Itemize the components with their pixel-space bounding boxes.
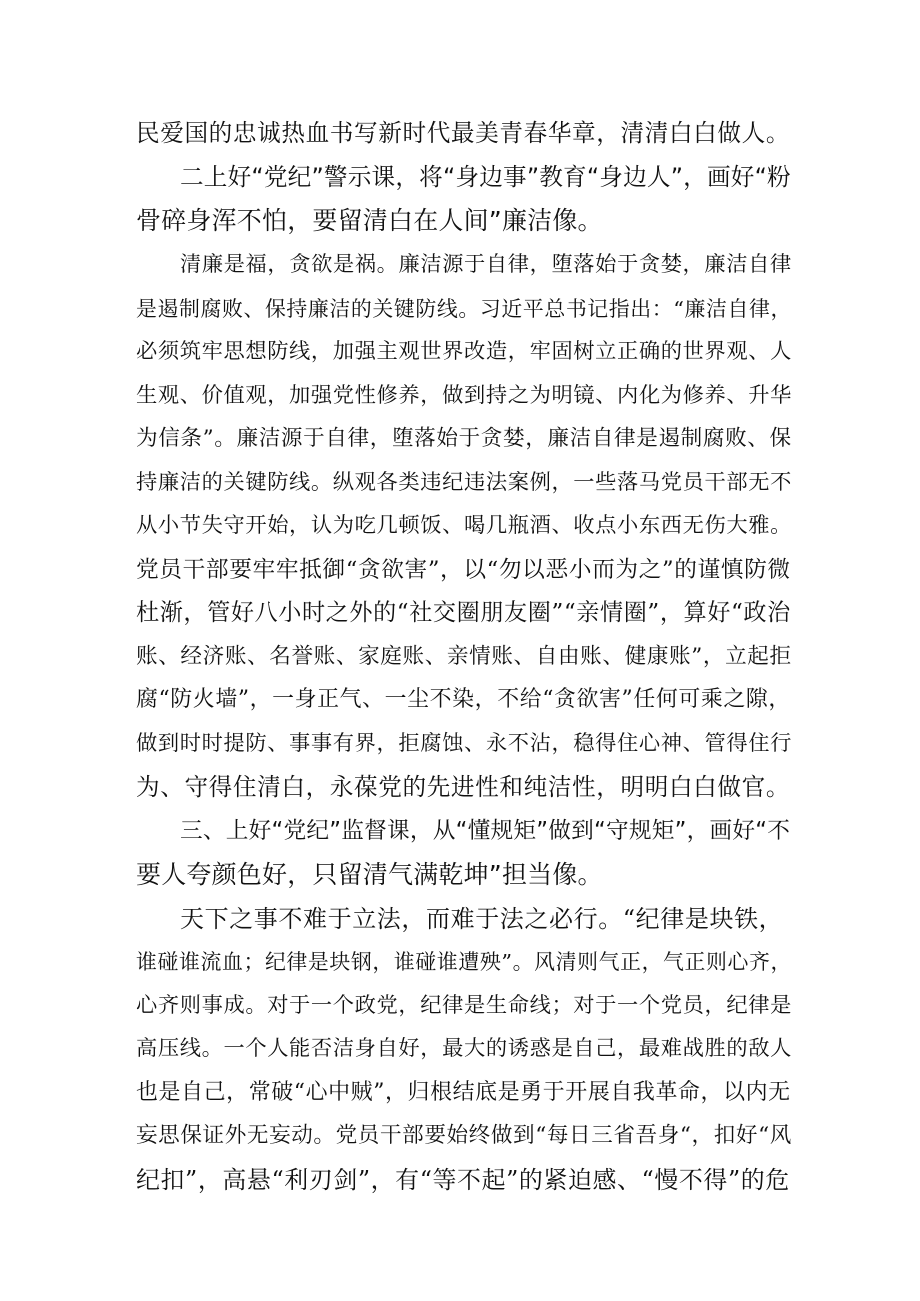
paragraph-line: 为、守得住清白，永葆党的先进性和纯洁性，明明白白做官。 — [136, 773, 791, 801]
paragraph-line: 杜渐，管好八小时之外的“社交圈朋友圈”“亲情圈”，算好“政治 — [136, 600, 791, 626]
paragraph-line: 也是自己，常破“心中贼”，归根结底是勇于开展自我革命，以内无 — [136, 1080, 791, 1105]
paragraph-line: 纪扣”，高悬“利刃剑”，有“等不起”的紧迫感、“慢不得”的危 — [136, 1166, 790, 1194]
paragraph-line: 谁碰谁流血；纪律是块钢，谁碰谁遭殃”。风清则气正，气正则心齐， — [136, 950, 793, 974]
paragraph-line: 是遏制腐败、保持廉洁的关键防线。习近平总书记指出：“廉洁自律， — [136, 297, 793, 321]
paragraph-line: 天下之事不难于立法，而难于法之必行。“纪律是块铁， — [180, 905, 784, 933]
paragraph-line: 高压线。一个人能否洁身自好，最大的诱惑是自己，最难战胜的敌人 — [136, 1036, 792, 1061]
paragraph-line: 做到时时提防、事事有界，拒腐蚀、永不沾，稳得住心神、管得住行 — [136, 731, 792, 756]
section-heading-line: 二上好“党纪”警示课，将“身边事”教育“身边人”，画好“粉 — [180, 163, 791, 191]
paragraph-line: 心齐则事成。对于一个政党，纪律是生命线；对于一个党员，纪律是 — [136, 993, 792, 1018]
paragraph-line: 为信条”。廉洁源于自律，堕落始于贪婪，廉洁自律是遏制腐败、保 — [136, 426, 792, 451]
paragraph-line: 民爱国的忠诚热血书写新时代最美青春华章，清清白白做人。 — [136, 119, 791, 147]
paragraph-line: 持廉洁的关键防线。纵观各类违纪违法案例，一些落马党员干部无不 — [136, 470, 792, 495]
paragraph-line: 账、经济账、名誉账、家庭账、亲情账、自由账、健康账”，立起拒 — [136, 644, 792, 669]
paragraph-line: 腐“防火墙”，一身正气、一尘不染，不给“贪欲害”任何可乘之隙， — [136, 687, 791, 712]
paragraph-line: 党员干部要牢牢抵御“贪欲害”，以“勿以恶小而为之”的谨慎防微 — [136, 557, 791, 583]
section-heading-line: 三、上好“党纪”监督课，从“懂规矩”做到“守规矩”，画好“不 — [180, 818, 791, 844]
paragraph-line: 生观、价值观，加强党性修养，做到持之为明镜、内化为修养、升华 — [136, 383, 792, 408]
section-heading-line: 骨碎身浑不怕，要留清白在人间”廉洁像。 — [136, 206, 603, 235]
paragraph-line: 清廉是福，贪欲是祸。廉洁源于自律，堕落始于贪婪，廉洁自律 — [180, 252, 792, 277]
paragraph-line: 必须筑牢思想防线，加强主观世界改造，牢固树立正确的世界观、人 — [136, 339, 792, 364]
paragraph-line: 从小节失守开始，认为吃几顿饭、喝几瓶酒、收点小东西无伤大雅。 — [136, 513, 792, 538]
section-heading-line: 要人夸颜色好，只留清气满乾坤”担当像。 — [136, 860, 603, 889]
paragraph-line: 妄思保证外无妄动。党员干部要始终做到“每日三省吾身“，扣好“风 — [136, 1123, 792, 1148]
